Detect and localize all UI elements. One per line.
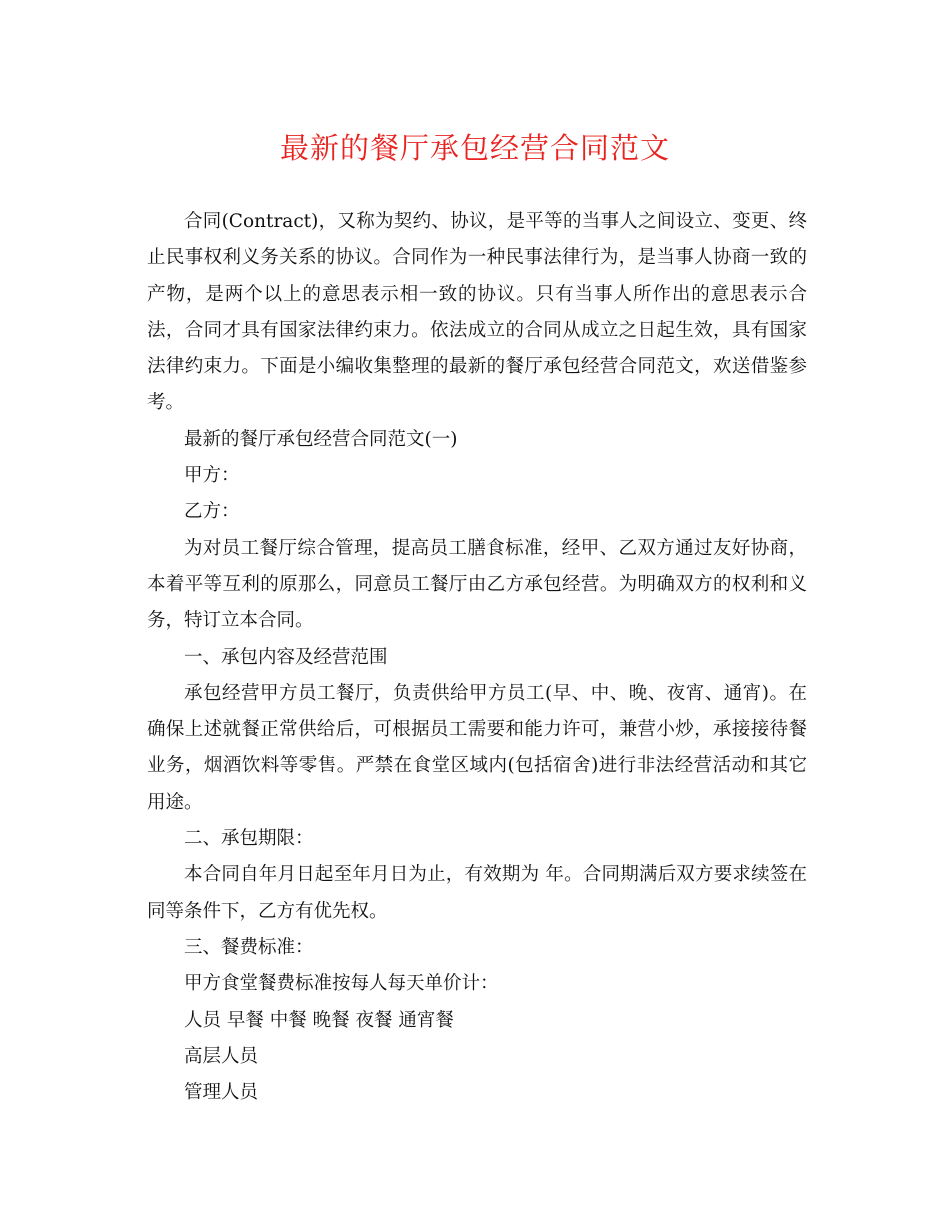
clause-heading-scope: 一、承包内容及经营范围 [184,646,388,668]
clause-term-paragraph: 本合同自年月日起至年月日为止，有效期为 年。合同期满后双方要求续签在同等条件下，乙方有优先权。 [147,864,807,922]
document-title: 最新的餐厅承包经营合同范文 [279,131,670,165]
party-a-line: 甲方： [184,465,240,487]
meal-table-header-line: 人员 早餐 中餐 晚餐 夜餐 通宵餐 [184,1009,454,1031]
meal-row-management-staff: 管理人员 [184,1082,259,1104]
party-b-line: 乙方： [184,501,240,523]
meal-row-senior-staff: 高层人员 [184,1045,259,1067]
document-body [147,204,807,1111]
section-heading-contract-one: 最新的餐厅承包经营合同范文(一) [184,428,458,450]
clause-scope-paragraph: 承包经营甲方员工餐厅，负责供给甲方员工(早、中、晚、夜宵、通宵)。在确保上述就餐正常供给后，可根据员工需要和能力许可，兼营小炒，承接接待餐业务，烟酒饮料等零售。严禁在食堂区域内(包括宿舍)进行非法经营活动和其它用途。 [147,682,807,813]
meal-standard-paragraph: 甲方食堂餐费标准按每人每天单价计： [184,973,499,995]
clause-heading-term: 二、承包期限： [184,828,314,850]
intro-paragraph: 合同(Contract)，又称为契约、协议，是平等的当事人之间设立、变更、终止民事权利义务关系的协议。合同作为一种民事法律行为，是当事人协商一致的产物，是两个以上的意思表示相一致的协议。只有当事人所作出的意思表示合法，合同才具有国家法律约束力。依法成立的合同从成立之日起生效，具有国家法律约束力。下面是小编收集整理的最新的餐厅承包经营合同范文，欢送借鉴参考。 [147,211,807,414]
preamble-paragraph: 为对员工餐厅综合管理，提高员工膳食标准，经甲、乙双方通过友好协商，本着平等互利的原那么，同意员工餐厅由乙方承包经营。为明确双方的权利和义务，特订立本合同。 [147,537,807,632]
clause-heading-meal-standard: 三、餐费标准： [184,936,314,958]
